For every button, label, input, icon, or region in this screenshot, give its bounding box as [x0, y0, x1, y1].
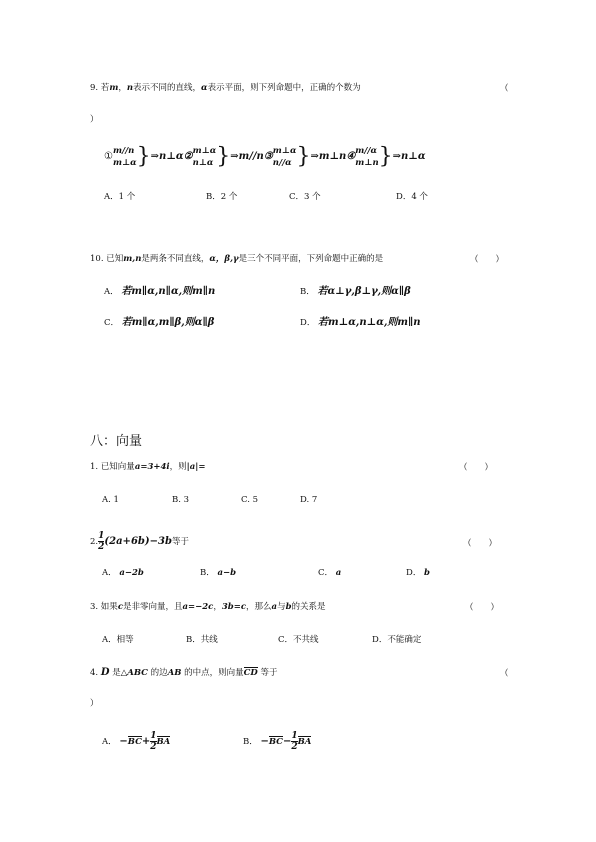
q10-d-text: 若m⊥α,n⊥α,则m∥n: [318, 317, 421, 328]
v2-option-b[interactable]: [200, 567, 236, 579]
q10-c-text: 若m∥α,m∥β,则α∥β: [121, 317, 215, 328]
q10-text2: 是三个不同平面，下列命题中正确的是: [238, 254, 384, 264]
v1-text1: ，则: [169, 462, 187, 472]
v4-paren-open: （: [500, 669, 509, 679]
q9-c4-bot: m⊥n: [355, 157, 379, 168]
v4-a-fraction: [150, 731, 156, 752]
v1-option-c[interactable]: C. 5: [241, 495, 259, 505]
v3-var-c: c: [117, 602, 123, 612]
q10-c-label: C．: [104, 318, 120, 328]
v4-side: AB: [167, 668, 182, 678]
v4-option-a[interactable]: [102, 730, 170, 754]
v1-expr: a=3+4i: [134, 462, 170, 472]
q10-vars-planes: α，β,γ: [209, 254, 239, 264]
q9-c2-stack: [193, 145, 217, 169]
q10-a-label: A．: [104, 287, 119, 297]
q10-paren: （ ）: [470, 255, 505, 265]
v4-label: 4.: [90, 668, 99, 678]
q10-a-text: 若m∥α,n∥α,则m∥n: [121, 286, 216, 297]
v3-text1: 是非零向量，且: [123, 602, 183, 612]
q9-c2-top: m⊥α: [192, 145, 217, 156]
v2-d-label: D．: [406, 568, 422, 578]
q9-paren-open: （: [500, 84, 509, 94]
q10-option-a[interactable]: [104, 286, 215, 298]
q9-var-alpha: α: [201, 83, 208, 93]
v4-b-vec-bc: BC: [268, 737, 283, 747]
v3-option-d[interactable]: D．不能确定: [372, 635, 422, 645]
v3-paren: （ ）: [465, 603, 500, 613]
q10-d-label: D．: [300, 318, 316, 328]
q9-c1-bot: m⊥α: [112, 157, 137, 168]
v3-stem: [90, 601, 326, 613]
v4-var-d: D: [100, 667, 110, 678]
q9-c1-result: ⇒n⊥α②: [150, 151, 193, 162]
v3-eq2: 3b=c: [221, 602, 247, 612]
v4-text1: 是△: [112, 668, 128, 678]
q9-var-m: m: [109, 83, 119, 93]
v1-option-a[interactable]: A. 1: [102, 495, 119, 505]
v2-c-label: C．: [318, 568, 334, 578]
q9-option-c[interactable]: C．3 个: [289, 192, 321, 202]
v4-a-num: 1: [150, 731, 157, 741]
v3-text2: ，那么: [246, 602, 272, 612]
q10-stem: [90, 253, 383, 265]
q10-text1: 是两条不同直线，: [141, 254, 210, 264]
v2-stem: [90, 530, 189, 554]
q9-label: 9. 若: [90, 83, 110, 93]
v2-num: 1: [98, 531, 105, 541]
v4-triangle: ABC: [127, 668, 148, 678]
section-title: 八：向量: [90, 434, 143, 449]
q9-c4-stack: [355, 145, 378, 169]
v2-b-text: a−b: [217, 568, 237, 578]
v3-option-c[interactable]: C．不共线: [278, 635, 319, 645]
v4-vec-cd: CD: [243, 668, 258, 678]
v2-c-text: a: [335, 568, 342, 578]
v4-b-sign: −: [260, 736, 269, 747]
v4-b-op: −: [282, 736, 292, 747]
v3-label: 3. 如果: [90, 602, 118, 612]
q10-label: 10. 已知: [90, 254, 124, 264]
v2-option-d[interactable]: [406, 567, 430, 579]
v2-a-text: a−2b: [119, 568, 144, 578]
v2-option-a[interactable]: [102, 567, 144, 579]
v4-b-label: B．: [243, 737, 258, 747]
v4-option-b[interactable]: [243, 730, 311, 754]
v2-b-label: B．: [200, 568, 215, 578]
v3-sep: ，: [213, 602, 222, 612]
v4-text3: 的中点，则向量: [184, 668, 244, 678]
q10-b-text: 若α⊥γ,β⊥γ,则α∥β: [317, 286, 411, 297]
v1-label: 1. 已知向量: [90, 462, 135, 472]
v4-text2: 的边: [150, 668, 168, 678]
q9-stem: [90, 82, 361, 94]
q9-brace-2: }: [216, 143, 231, 169]
q9-c2-result: ⇒m//n③: [230, 151, 273, 162]
q9-option-d[interactable]: D．4 个: [396, 192, 428, 202]
q9-text2: 表示平面，则下列命题中，正确的个数为: [207, 83, 361, 93]
q10-option-d[interactable]: [300, 317, 421, 329]
q9-text1: 表示不同的直线，: [133, 83, 202, 93]
v3-option-a[interactable]: A．相等: [102, 635, 134, 645]
v4-b-den: 2: [291, 742, 298, 752]
v3-eq1: a=−2c: [182, 602, 214, 612]
q9-c3-bot: n//α: [272, 157, 292, 168]
v4-a-label: A．: [102, 737, 117, 747]
v2-den: 2: [98, 542, 105, 552]
q10-option-b[interactable]: [300, 286, 411, 298]
v3-var-a: a: [271, 602, 278, 612]
v4-paren-close: ）: [90, 699, 99, 709]
q10-option-c[interactable]: [104, 317, 214, 329]
v2-label: 2.: [90, 537, 99, 547]
v1-option-b[interactable]: B. 3: [172, 495, 190, 505]
v2-d-text: b: [424, 568, 430, 578]
q10-vars-mn: m,n: [123, 254, 142, 264]
v4-a-vec-bc: BC: [127, 737, 142, 747]
v2-option-c[interactable]: [318, 567, 341, 579]
q9-brace-1: }: [136, 143, 151, 169]
v3-var-b: b: [285, 602, 292, 612]
v4-b-vec-ba: BA: [297, 737, 312, 747]
v2-expr: (2a+6b)−3b: [104, 536, 172, 547]
q9-var-n: n: [126, 83, 134, 93]
q10-b-label: B．: [300, 287, 315, 297]
v1-option-d[interactable]: D. 7: [300, 495, 318, 505]
q9-comma: ，: [118, 83, 127, 93]
q9-c1-top: m//n: [112, 145, 135, 156]
q9-c3-result: ⇒m⊥n④: [310, 151, 356, 162]
v4-a-sign: −: [119, 736, 128, 747]
q9-paren-close: ）: [90, 115, 99, 125]
v2-paren: （ ）: [463, 539, 498, 549]
q9-brace-3: }: [296, 143, 311, 169]
v4-stem: [90, 667, 278, 679]
q9-c3-stack: [273, 145, 297, 169]
q9-option-b[interactable]: B．2 个: [206, 192, 238, 202]
v4-a-den: 2: [150, 742, 157, 752]
q9-conditions: [104, 143, 426, 171]
v1-stem: [90, 461, 205, 473]
q9-c1-marker: ①: [104, 151, 113, 162]
v4-text4: 等于: [260, 668, 278, 678]
q9-c1-stack: [113, 145, 137, 169]
v4-a-vec-ba: BA: [156, 737, 171, 747]
q9-c4-result: ⇒n⊥α: [392, 151, 426, 162]
q9-c2-bot: n⊥α: [192, 157, 214, 168]
v4-b-fraction: [291, 731, 297, 752]
v2-text1: 等于: [171, 537, 189, 547]
v4-b-num: 1: [291, 731, 298, 741]
v1-paren: （ ）: [459, 463, 494, 473]
v1-abs: |a|=: [186, 462, 206, 472]
q9-brace-4: }: [378, 143, 393, 169]
q9-c4-top: m//α: [355, 145, 378, 156]
q9-c3-top: m⊥α: [272, 145, 297, 156]
v3-option-b[interactable]: B．共线: [186, 635, 218, 645]
v3-text4: 的关系是: [291, 602, 326, 612]
q9-option-a[interactable]: A．1 个: [104, 192, 136, 202]
v3-text3: 与: [277, 602, 286, 612]
v2-a-label: A．: [102, 568, 117, 578]
v4-a-op: +: [141, 736, 151, 747]
